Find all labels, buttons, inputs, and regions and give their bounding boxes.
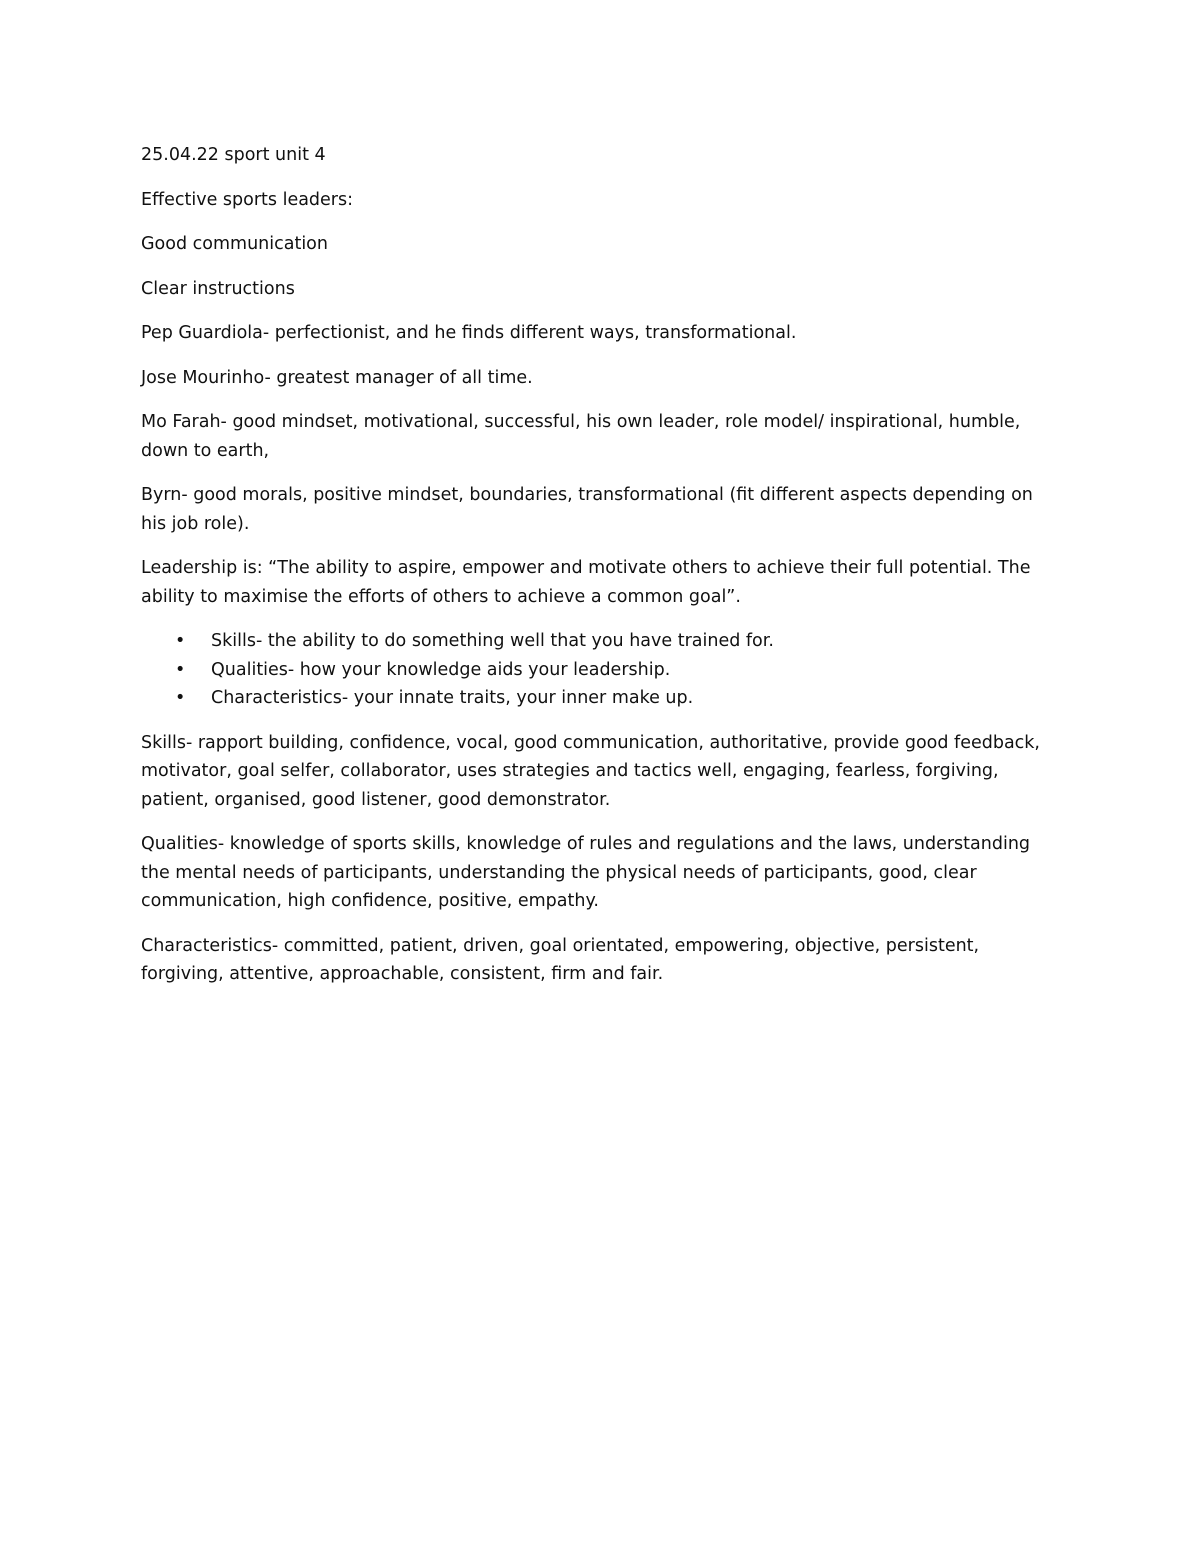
leadership-definition: Leadership is: “The ability to aspire, empower and motivate others to achieve their full potential. The ability to maximise the efforts of others to achieve a common goal”. [141, 558, 1031, 607]
paragraph: Good communication [141, 234, 328, 254]
characteristics-paragraph: Characteristics- committed, patient, driven, goal orientated, empowering, objective, persistent, forgiving, attentive, approachable, consistent, firm and fair. [141, 935, 980, 984]
paragraph: Mo Farah- good mindset, motivational, successful, his own leader, role model/ inspirational, humble, down to earth, [141, 412, 1021, 461]
paragraph: Byrn- good morals, positive mindset, boundaries, transformational (fit different aspects depending on his job role). [141, 485, 1033, 534]
list-item-text: Characteristics- your innate traits, your inner make up. [211, 688, 694, 708]
bullet-icon: • [175, 659, 186, 680]
list-item [141, 684, 1041, 713]
list-item [141, 627, 1041, 656]
list-item [141, 656, 1041, 685]
qualities-paragraph: Qualities- knowledge of sports skills, knowledge of rules and regulations and the laws, understanding the mental needs of participants, understanding the physical needs of participants, good, clear communication, high confidence, positive, empathy. [141, 834, 1031, 911]
paragraph: Clear instructions [141, 278, 295, 299]
date-heading: 25.04.22 sport unit 4 [141, 145, 326, 165]
skills-paragraph: Skills- rapport building, confidence, vocal, good communication, authoritative, provide good feedback, motivator, goal selfer, collaborator, uses strategies and tactics well, engaging, fearless, forgiving, patient, organised, good listener, good demonstrator. [141, 732, 1040, 810]
paragraph: Jose Mourinho- greatest manager of all time. [141, 367, 533, 388]
document-body [141, 141, 1041, 1005]
bullet-icon: • [175, 631, 186, 651]
bullet-icon: • [175, 688, 186, 708]
paragraph: Pep Guardiola- perfectionist, and he finds different ways, transformational. [141, 323, 797, 343]
bullet-list [141, 627, 1041, 713]
section-heading: Effective sports leaders: [141, 189, 354, 210]
list-item-text: Qualities- how your knowledge aids your leadership. [211, 659, 671, 680]
list-item-text: Skills- the ability to do something well that you have trained for. [211, 631, 774, 651]
